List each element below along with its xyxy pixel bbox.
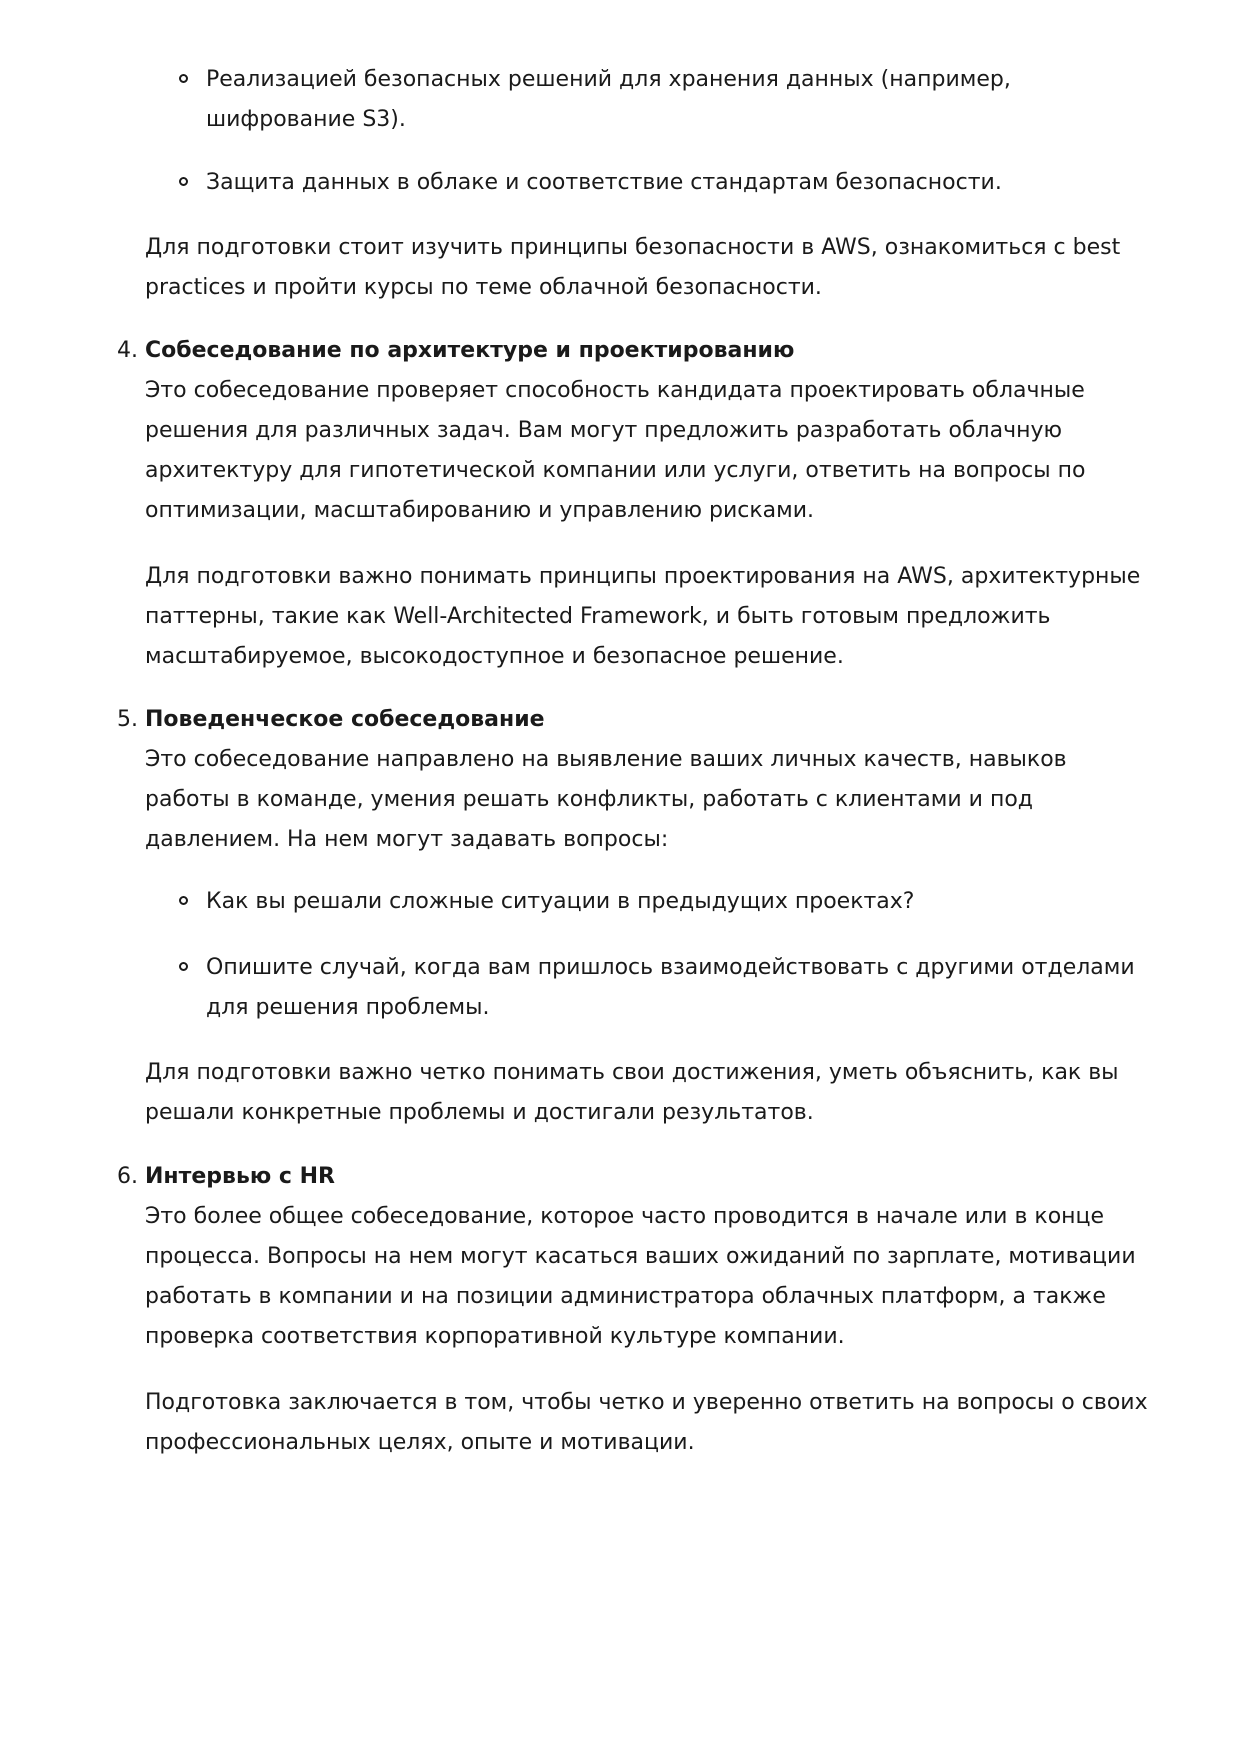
circle-bullet-icon	[179, 177, 188, 186]
security-prep-paragraph: Для подготовки стоит изучить принципы безопасности в AWS, ознакомиться с best practices и пройти курсы по теме облачной безопасности.	[145, 235, 1121, 300]
circle-bullet-icon	[179, 74, 188, 83]
list-item	[206, 60, 1156, 140]
bullet-text: Защита данных в облаке и соответствие стандартам безопасности.	[206, 170, 1002, 195]
list-item	[206, 948, 1156, 1028]
list-item	[206, 163, 1156, 203]
section-number: 6.	[117, 1164, 138, 1189]
section-title: Собеседование по архитектуре и проектированию	[145, 338, 795, 363]
section-prep-paragraph: Для подготовки важно понимать принципы проектирования на AWS, архитектурные паттерны, такие как Well-Architected Framework, и быть готовым предложить масштабируемое, высокодоступное и безопасное решение.	[145, 564, 1141, 669]
section-prep-paragraph: Подготовка заключается в том, чтобы четко и уверенно ответить на вопросы о своих профессиональных целях, опыте и мотивации.	[145, 1390, 1148, 1455]
section-title: Поведенческое собеседование	[145, 707, 545, 732]
circle-bullet-icon	[179, 962, 188, 971]
section-body: Это более общее собеседование, которое часто проводится в начале или в конце процесса. Вопросы на нем могут касаться ваших ожиданий по зарплате, мотивации работать в компании и на позиции администратора облачных платформ, а также проверка соответствия корпоративной культуре компании.	[145, 1204, 1136, 1349]
section-heading-6	[117, 1157, 1155, 1197]
bullet-text: Опишите случай, когда вам пришлось взаимодействовать с другими отделами для решения проблемы.	[206, 955, 1135, 1020]
circle-bullet-icon	[179, 896, 188, 905]
section-body: Это собеседование проверяет способность кандидата проектировать облачные решения для различных задач. Вам могут предложить разработать облачную архитектуру для гипотетической компании или услуги, ответить на вопросы по оптимизации, масштабированию и управлению рисками.	[145, 378, 1086, 523]
section-title: Интервью с HR	[145, 1164, 335, 1189]
section-number: 5.	[117, 707, 138, 732]
bullet-text: Как вы решали сложные ситуации в предыдущих проектах?	[206, 889, 915, 914]
section-number: 4.	[117, 338, 138, 363]
section-heading-4	[117, 331, 1155, 371]
list-item	[206, 882, 1156, 922]
bullet-text: Реализацией безопасных решений для хранения данных (например, шифрование S3).	[206, 67, 1011, 132]
section-prep-paragraph: Для подготовки важно четко понимать свои достижения, уметь объяснить, как вы решали конкретные проблемы и достигали результатов.	[145, 1060, 1119, 1125]
section-heading-5	[117, 700, 1155, 740]
section-body: Это собеседование направлено на выявление ваших личных качеств, навыков работы в команде, умения решать конфликты, работать с клиентами и под давлением. На нем могут задавать вопросы:	[145, 747, 1067, 852]
